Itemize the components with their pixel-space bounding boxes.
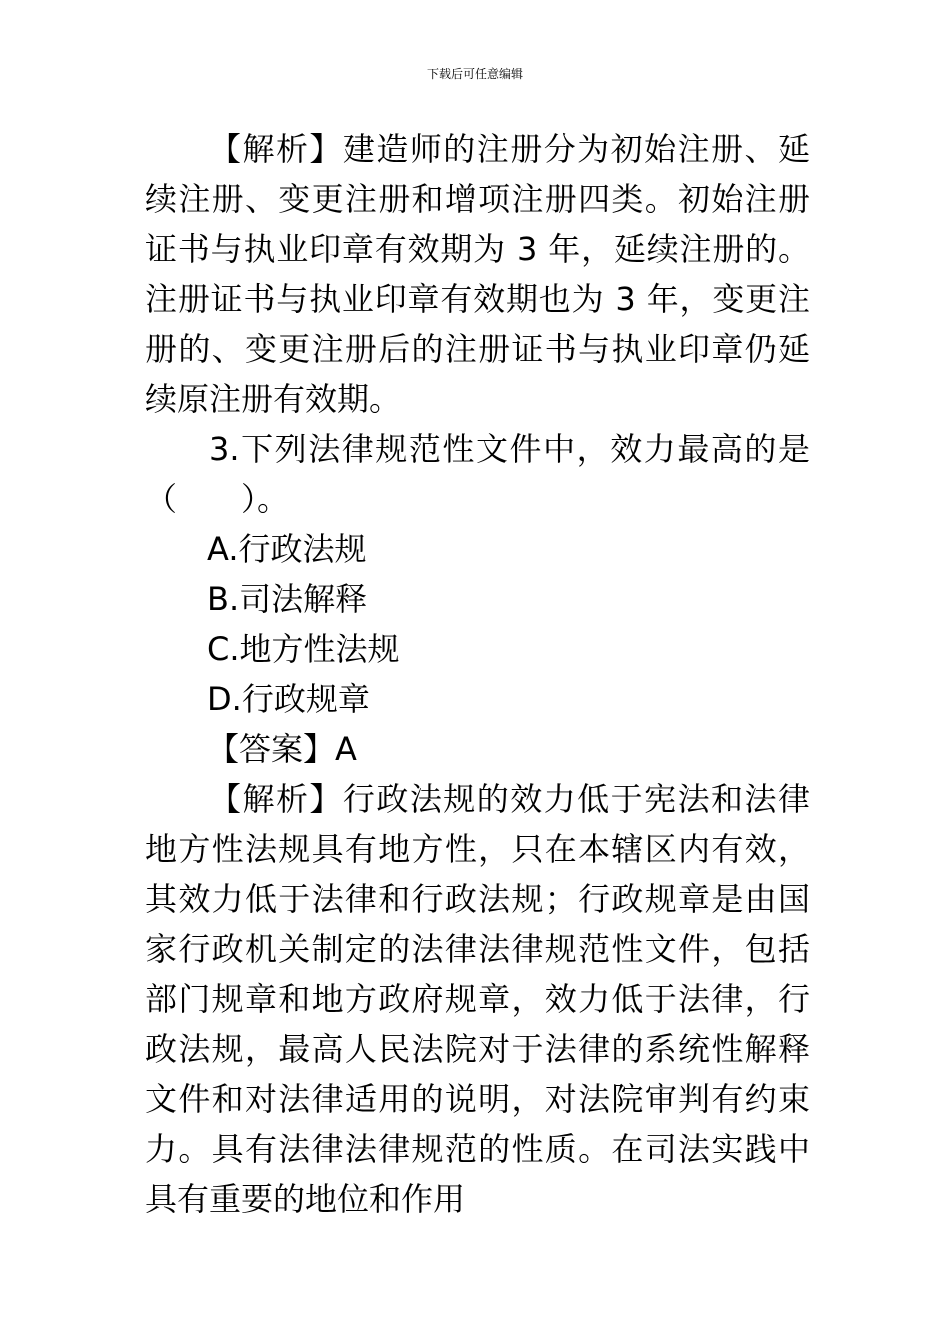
explanation-paragraph-2: 【解析】行政法规的效力低于宪法和法律地方性法规具有地方性，只在本辖区内有效，其效力低于法律和行政法规；行政规章是由国家行政机关制定的法律法律规范性文件，包括部门规章和地方政府规章，效力低于法律，行政法规，最高人民法院对于法律的系统性解释文件和对法律适用的说明，对法院审判有约束力。具有法律法律规范的性质。在司法实践中具有重要的地位和作用 <box>145 780 810 1218</box>
question-text: 3.下列法律规范性文件中，效力最高的是（ ）。 <box>145 430 810 518</box>
header-note: 下载后可任意编辑 <box>426 67 523 81</box>
option-d: D.行政规章 <box>207 680 370 718</box>
answer-line: 【答案】A <box>207 730 357 768</box>
option-c: C.地方性法规 <box>207 630 400 668</box>
option-b: B.司法解释 <box>207 580 368 618</box>
document-body <box>145 124 810 1224</box>
option-a: A.行政法规 <box>207 530 367 568</box>
explanation-paragraph-1: 【解析】建造师的注册分为初始注册、延续注册、变更注册和增项注册四类。初始注册证书与执业印章有效期为 3 年，延续注册的。注册证书与执业印章有效期也为 3 年，变更注册的、变更注册后的注册证书与执业印章仍延续原注册有效期。 <box>145 130 810 418</box>
